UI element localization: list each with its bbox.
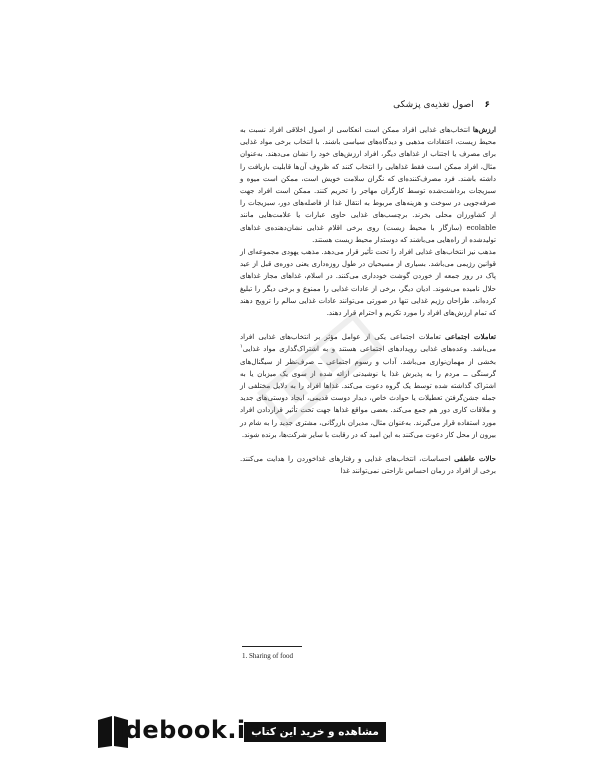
- paragraph-religion: [240, 246, 496, 319]
- footnote-separator: [242, 646, 302, 647]
- idebook-logo[interactable]: [94, 708, 258, 752]
- footnote-marker: ۱: [240, 344, 243, 351]
- paragraph-text: تعاملات اجتماعی یکی از عوامل مؤثر بر انتخاب‌های غذایی افراد می‌باشد. وعده‌های غذایی رویدادهای اجتماعی هستند و به اشتراک‌گذاری مواد غذایی: [240, 333, 496, 354]
- paragraph-text: انتخاب‌های غذایی افراد ممکن است انعکاسی از اصول اخلاقی افراد نسبت به محیط زیست، اعتقادات مذهبی و دیدگاه‌های سیاسی باشند. با انتخاب برخی مواد غذایی برای مصرف یا اجتناب از غذاهای دیگر، افراد ارزش‌های خود را نشان می‌دهند. به‌عنوان مثال، افراد ممکن است فقط غذاهایی را انتخاب کنند که ظروف آن‌ها قابلیت بازیافت را داشته باشند. فرد مصرف‌کننده‌ای که نگران سلامت خویش است، ممکن است میوه و سبزیجات برداشت‌شده توسط کارگران مهاجر را تحریم کنند. ممکن است افراد جهت صرفه‌جویی در سوخت و هزینه‌های مربوط به انتقال غذا از فاصله‌های دور، سبزیجات را از کشاورزان محلی بخرند. برچسب‌های غذایی حاوی عبارات یا علامت‌هایی مانند ecolable (سازگار با محیط زیست) روی برخی اقلام غذایی نشان‌دهنده‌ی غذاهای تولیدشده از راه‌هایی می‌باشند که دوستدار محیط زیست هستند.: [240, 126, 496, 244]
- logo-wordmark: [116, 712, 258, 748]
- running-title: اصول تغذیه‌ی پزشکی: [393, 100, 474, 110]
- page-body: [240, 124, 496, 477]
- logo-main: idebook: [116, 716, 228, 744]
- paragraph-lead: تعاملات اجتماعی: [445, 332, 496, 342]
- paragraph-text: مذهب نیز انتخاب‌های غذایی افراد را تحت تأثیر قرار می‌دهد. مذهب یهودی مجموعه‌ای از قوانین رژیمی می‌باشد. بسیاری از مسیحیان در طول روزه‌داری یعنی دوره‌ی قبل از عید پاک در روز جمعه از خوردن گوشت خودداری می‌کنند. در اسلام، غذاهای مجاز غذاهای حلال نامیده می‌شوند. ادیان دیگر، برخی از عادات غذایی را ممنوع و برخی دیگر را تبلیغ کرده‌اند. طراحان رژیم غذایی تنها در صورتی می‌توانند عادات غذایی سالم را ترویج دهند که تمام ارزش‌های افراد را مورد تکریم و احترام قرار دهند.: [240, 248, 496, 318]
- paragraph-emotions: [240, 453, 496, 477]
- paragraph-social: [240, 331, 496, 441]
- paragraph-values: [240, 124, 496, 246]
- running-header: [330, 97, 490, 113]
- banner-call-to-action[interactable]: مشاهده و خرید این کتاب در:: [244, 722, 386, 742]
- store-banner[interactable]: [94, 708, 514, 758]
- paragraph-lead: ارزش‌ها: [472, 125, 496, 134]
- paragraph-text: احساسات، انتخاب‌های غذایی و رفتارهای غذاخوردن را هدایت می‌کنند. برخی از افراد در زمان احساس ناراحتی نمی‌توانند غذا: [240, 455, 496, 476]
- page-number: ۶: [484, 100, 490, 110]
- footnote: 1. Sharing of food: [242, 652, 293, 660]
- paragraph-text-cont: بخشی از مهمان‌نوازی می‌باشد. آداب و رسوم اجتماعی ــ صرف‌نظر از سیگنال‌های گرسنگی ــ مردم را به پذیرش غذا یا نوشیدنی ارائه شده از سوی یک میزبان یا به اشتراک گذاشته شده توسط یک گروه دعوت می‌کند. غذاها افراد را به دلایل مختلفی از جمله جشن‌گرفتن تعطیلات یا حوادث خاص، دیدار دوست قدیمی، ایجاد دوستی‌های جدید و ملاقات کاری دور هم جمع می‌کند. بعضی مواقع غذاها جهت تحت تأثیر قراردادن افراد مورد استفاده قرار می‌گیرند. به‌عنوان مثال، مدیران بازرگانی، مشتری جدید را به شام در بیرون از محل کار دعوت می‌کنند به این امید که در رقابت با سایر شرکت‌ها، برنده شوند.: [240, 357, 496, 439]
- logo-tld: .ir: [227, 716, 258, 744]
- paragraph-lead: حالات عاطفی: [454, 454, 496, 464]
